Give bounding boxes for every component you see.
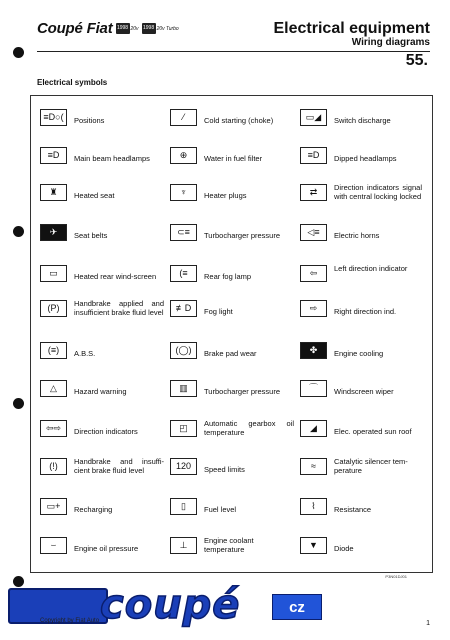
symbol-label: Direction indicators signal with central locking locked bbox=[334, 183, 422, 201]
symbol-label: Catalytic silencer tem-perature bbox=[334, 457, 408, 475]
binder-hole bbox=[13, 398, 24, 409]
symbol-icon: ⇦⇨ bbox=[40, 420, 67, 437]
symbol-label: Rear fog lamp bbox=[204, 272, 252, 281]
engine-icon: 1998 bbox=[116, 23, 130, 34]
symbol-icon: ▼ bbox=[300, 537, 327, 554]
symbol-label: Direction indicators bbox=[74, 427, 138, 436]
symbol-icon: ⊕ bbox=[170, 147, 197, 164]
symbol-label: Cold starting (choke) bbox=[204, 116, 274, 125]
symbol-item bbox=[300, 265, 422, 282]
symbol-icon: ⌣ bbox=[40, 537, 67, 554]
symbol-item bbox=[170, 109, 294, 126]
symbol-label: Engine cooling bbox=[334, 349, 384, 358]
symbol-label: Heated rear wind-screen bbox=[74, 272, 157, 281]
symbol-item bbox=[300, 537, 422, 554]
symbol-item bbox=[40, 498, 164, 515]
symbol-item bbox=[300, 300, 422, 317]
symbol-icon: ⁄ bbox=[170, 109, 197, 126]
symbol-label: Heater plugs bbox=[204, 191, 247, 200]
symbol-label: Right direction ind. bbox=[334, 307, 397, 316]
symbol-label: Automatic gearbox oil temperature bbox=[204, 419, 294, 437]
symbol-icon: ≡D bbox=[40, 147, 67, 164]
symbol-icon: ⊂≡ bbox=[170, 224, 197, 241]
symbol-icon: 120 bbox=[170, 458, 197, 475]
symbol-label: Resistance bbox=[334, 505, 372, 514]
symbol-item bbox=[300, 420, 422, 437]
symbol-item bbox=[170, 265, 294, 282]
symbol-item bbox=[170, 342, 294, 359]
symbol-label: Electric horns bbox=[334, 231, 380, 240]
symbol-icon: ⇦ bbox=[300, 265, 327, 282]
page-title: Electrical equipment bbox=[273, 20, 430, 37]
symbol-icon: ⌒ bbox=[300, 380, 327, 397]
symbol-label: Water in fuel filter bbox=[204, 154, 263, 163]
symbol-icon: ⌇ bbox=[300, 498, 327, 515]
symbol-item bbox=[40, 420, 164, 437]
symbol-label: Seat belts bbox=[74, 231, 108, 240]
symbol-icon: ◰ bbox=[170, 420, 197, 437]
symbol-item bbox=[170, 147, 294, 164]
symbol-label: Dipped headlamps bbox=[334, 154, 397, 163]
symbol-icon: (≡) bbox=[40, 342, 67, 359]
symbol-icon: ≢D bbox=[170, 300, 197, 317]
symbol-item bbox=[300, 224, 422, 241]
binder-hole bbox=[13, 226, 24, 237]
symbol-item bbox=[300, 458, 422, 475]
symbol-item bbox=[300, 147, 422, 164]
symbol-label: Heated seat bbox=[74, 191, 115, 200]
symbol-label: Left direction indicator bbox=[334, 264, 408, 273]
symbol-icon: ♜ bbox=[40, 184, 67, 201]
symbol-label: Windscreen wiper bbox=[334, 387, 394, 396]
symbol-item bbox=[300, 380, 422, 397]
symbol-item bbox=[170, 224, 294, 241]
symbol-icon: (≡ bbox=[170, 265, 197, 282]
symbol-icon: ⇨ bbox=[300, 300, 327, 317]
symbol-item bbox=[300, 109, 422, 126]
symbol-item bbox=[170, 184, 294, 201]
symbol-icon: (◯) bbox=[170, 342, 197, 359]
symbol-icon: ✤ bbox=[300, 342, 327, 359]
symbol-icon: ▭+ bbox=[40, 498, 67, 515]
brand-title: Coupé Fiat bbox=[37, 20, 113, 37]
symbol-icon: ✈ bbox=[40, 224, 67, 241]
symbol-icon: ≡D bbox=[300, 147, 327, 164]
symbol-label: Switch discharge bbox=[334, 116, 391, 125]
symbol-label: Handbrake applied and insufficient brake fluid level bbox=[74, 299, 164, 317]
symbol-icon: ♆ bbox=[170, 184, 197, 201]
symbol-icon: ⊥ bbox=[170, 537, 197, 554]
symbol-icon: (P) bbox=[40, 300, 67, 317]
page-number: 55. bbox=[405, 52, 428, 69]
binder-hole bbox=[13, 576, 24, 587]
engine-icon: 1998 bbox=[142, 23, 156, 34]
symbol-icon: ▭◢ bbox=[300, 109, 327, 126]
symbol-item bbox=[170, 380, 294, 397]
symbol-label: Hazard warning bbox=[74, 387, 127, 396]
symbol-item bbox=[300, 184, 422, 201]
symbol-icon: ◢ bbox=[300, 420, 327, 437]
header-brand-group bbox=[37, 20, 179, 37]
symbol-item bbox=[300, 342, 422, 359]
symbol-label: Brake pad wear bbox=[204, 349, 257, 358]
symbol-label: Fog light bbox=[204, 307, 233, 316]
symbol-item bbox=[170, 458, 294, 475]
section-title: Electrical symbols bbox=[37, 78, 108, 87]
symbol-item bbox=[40, 184, 164, 201]
symbol-icon: ◁≡ bbox=[300, 224, 327, 241]
symbol-item bbox=[40, 147, 164, 164]
page-subtitle: Wiring diagrams bbox=[351, 37, 430, 48]
symbol-item bbox=[40, 265, 164, 282]
symbol-label: Handbrake and insuffi-cient brake fluid level bbox=[74, 457, 164, 475]
symbol-label: Elec. operated sun roof bbox=[334, 427, 412, 436]
symbol-item bbox=[170, 537, 294, 554]
symbol-label: Main beam headlamps bbox=[74, 154, 150, 163]
symbol-label: Recharging bbox=[74, 505, 113, 514]
engine-badge-1 bbox=[116, 23, 139, 34]
symbol-item bbox=[40, 458, 164, 475]
symbol-item bbox=[300, 498, 422, 515]
symbol-label: A.B.S. bbox=[74, 349, 96, 358]
header-rule bbox=[37, 51, 430, 52]
symbol-item bbox=[40, 537, 164, 554]
symbol-item bbox=[40, 109, 164, 126]
reference-code: P3N01DJ01 bbox=[385, 574, 407, 579]
site-logo-badge: cz bbox=[272, 594, 322, 620]
symbol-item bbox=[170, 498, 294, 515]
symbol-icon: ⇄ bbox=[300, 184, 327, 201]
symbol-icon: ≈ bbox=[300, 458, 327, 475]
header-titles bbox=[274, 20, 431, 49]
footer-page-number: 1 bbox=[426, 620, 430, 627]
symbol-label: Positions bbox=[74, 116, 105, 125]
engine-label: 20v Turbo bbox=[156, 25, 179, 32]
symbol-label: Speed limits bbox=[204, 465, 245, 474]
symbol-item bbox=[40, 380, 164, 397]
engine-badge-2 bbox=[142, 23, 179, 34]
binder-hole bbox=[13, 47, 24, 58]
symbol-label: Fuel level bbox=[204, 505, 237, 514]
symbol-label: Turbocharger pressure bbox=[204, 387, 281, 396]
symbol-item bbox=[40, 224, 164, 241]
copyright-text: Copyright by Fiat Auto bbox=[40, 618, 100, 624]
engine-label: 20v bbox=[130, 25, 139, 32]
symbol-icon: ▥ bbox=[170, 380, 197, 397]
symbol-item bbox=[170, 300, 294, 317]
symbol-icon: ▭ bbox=[40, 265, 67, 282]
symbol-icon: △ bbox=[40, 380, 67, 397]
site-logo-text: coupé bbox=[100, 582, 241, 628]
symbol-label: Diode bbox=[334, 544, 354, 553]
symbol-label: Turbocharger pressure bbox=[204, 231, 281, 240]
symbol-icon: (!) bbox=[40, 458, 67, 475]
symbol-item bbox=[40, 300, 164, 317]
symbol-label: Engine oil pressure bbox=[74, 544, 139, 553]
symbol-item bbox=[170, 420, 294, 437]
symbol-icon: ▯ bbox=[170, 498, 197, 515]
symbol-label: Engine coolant temperature bbox=[204, 536, 254, 554]
symbol-item bbox=[40, 342, 164, 359]
symbol-icon: ≡D○( bbox=[40, 109, 67, 126]
